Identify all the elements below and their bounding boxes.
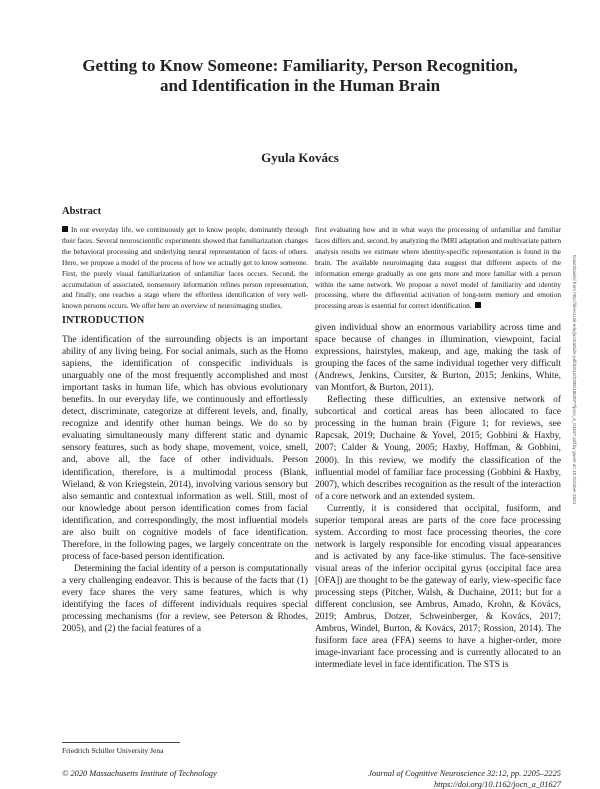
- abstract-start-square-icon: [62, 226, 68, 232]
- section-heading: INTRODUCTION: [62, 315, 145, 326]
- abstract-left-text: In our everyday life, we continuously get to know people, dominantly through their faces. Several neuroscientific experiments showed that familiarization changes the behavioral processing and underlying neural representation of faces of others. Here, we propose a model of the process of how we actually get to know someone. First, the purely visual familiarization of unfamiliar faces occurs. Second, the accumulation of associated, nonsensory information refines person representation, and finally, one reaches a stage where the effortless identification of very well-known persons occurs. We offer here an overview of neuroimaging studies,: [62, 225, 308, 311]
- body-paragraph: Currently, it is considered that occipital, fusiform, and superior temporal areas are parts of the core face processing system. According to most face processing theories, the core network is largely responsible for encoding visual appearances and is activated by any face-like stimulus. The face-sensitive visual areas of the inferior occipital gyrus (occipital face area [OFA]) are thought to be the gateway of early, view-specific face processing steps (Pitcher, Walsh, & Duchaine, 2011; but for a different conclusion, see Ambrus, Amado, Krohn, & Kovács, 2019; Ambrus, Dotzer, Schweinberger, & Kovács, 2017; Ambrus, Windel, Burton, & Kovács, 2017; Rossion, 2014). The fusiform face area (FFA) seems to have a higher-order, more image-invariant face processing and is currently allocated to an intermediate level in face identification. The STS is: [315, 503, 561, 671]
- abstract-left-column: [62, 225, 308, 312]
- author-affiliation: Friedrich Schiller University Jena: [62, 746, 164, 755]
- download-sidebar-note: Downloaded from http://direct.mit.edu/jocn/article-pdf/32/12/2205/1862077/jocn_a_01627.pdf by guest on 10 October 2021: [572, 255, 577, 505]
- abstract-right-text: first evaluating how and in what ways the processing of unfamiliar and familiar faces differs and, second, by analyzing the fMRI adaptation and multivariate pattern analysis results we estimate where identity-specific representation is found in the brain. The available neuroimaging data suggest that different aspects of the information emerge gradually as one gets more and more familiar with a person within the same network. We propose a novel model of familiarity and identity processing, where the differential activation of long-term memory and emotion processing areas is essential for correct identification.: [315, 225, 561, 311]
- body-paragraph: given individual show an enormous variability across time and space because of changes in illumination, viewpoint, facial expressions, hairstyles, makeup, and age, making the task of grouping the faces of the same individual together very difficult (Andrews, Jenkins, Cursiter, & Burton, 2015; Jenkins, White, van Montfort, & Burton, 2011).: [315, 323, 561, 394]
- paper-title: Getting to Know Someone: Familiarity, Person Recognition, and Identification in the Human Brain: [82, 56, 518, 95]
- body-paragraph: The identification of the surrounding objects is an important ability of any living being. For social animals, such as the Homo sapiens, the identification of conspecific individuals is unarguably one of the most frequently accomplished and most important tasks in human life, which has obvious evolutionary benefits. In our everyday life, we continuously and effortlessly detect, discriminate, categorize at different levels, and, finally, recognize and identify other human beings. We do so by evaluating simultaneously many different static and dynamic sensory features, such as body shape, movement, voice, smell, and, above all, the face of other individuals. Person identification, therefore, is a multimodal process (Blank, Wieland, & von Kriegstein, 2014), involving various sensory but also semantic and contextual information as well. Still, most of our knowledge about person identification comes from facial identification, and correspondingly, the most influential models are also built on cognitive models of face identification. Therefore, in the following pages, we largely concentrate on the process of face-based person identification.: [62, 335, 308, 562]
- body-left-column: [62, 334, 308, 635]
- journal-citation: Journal of Cognitive Neuroscience 32:12, pp. 2205–2225: [368, 769, 561, 778]
- body-right-column: [315, 322, 561, 671]
- doi-link[interactable]: https://doi.org/10.1162/jocn_a_01627: [433, 780, 561, 789]
- abstract-right-column: [315, 225, 561, 312]
- author-name: Gyula Kovács: [261, 150, 339, 165]
- body-paragraph: Reflecting these difficulties, an extensive network of subcortical and cortical areas has been allocated to face processing in the human brain (Figure 1; for reviews, see Rapcsak, 2019; Duchaine & Yovel, 2015; Gobbini & Haxby, 2007; Calder & Young, 2005; Haxby, Hoffman, & Gobbini, 2000). In this review, we modify the classification of the influential model of familiar face processing (Gobbini & Haxby, 2007), which describes recognition as the result of the interaction of a core network and an extended system.: [315, 395, 561, 502]
- abstract-end-square-icon: [475, 302, 481, 308]
- copyright-notice: © 2020 Massachusetts Institute of Technology: [62, 769, 217, 778]
- body-paragraph: Determining the facial identity of a person is computationally a very challenging endeavor. This is because of the facts that (1) every face shares the very same features, which is why identifying the faces of different individuals requires special processing mechanisms (for a review, see Peterson & Rhodes, 2005), and (2) the facial features of a: [62, 563, 308, 635]
- footnote-divider: [62, 742, 180, 743]
- abstract-heading: Abstract: [62, 206, 102, 217]
